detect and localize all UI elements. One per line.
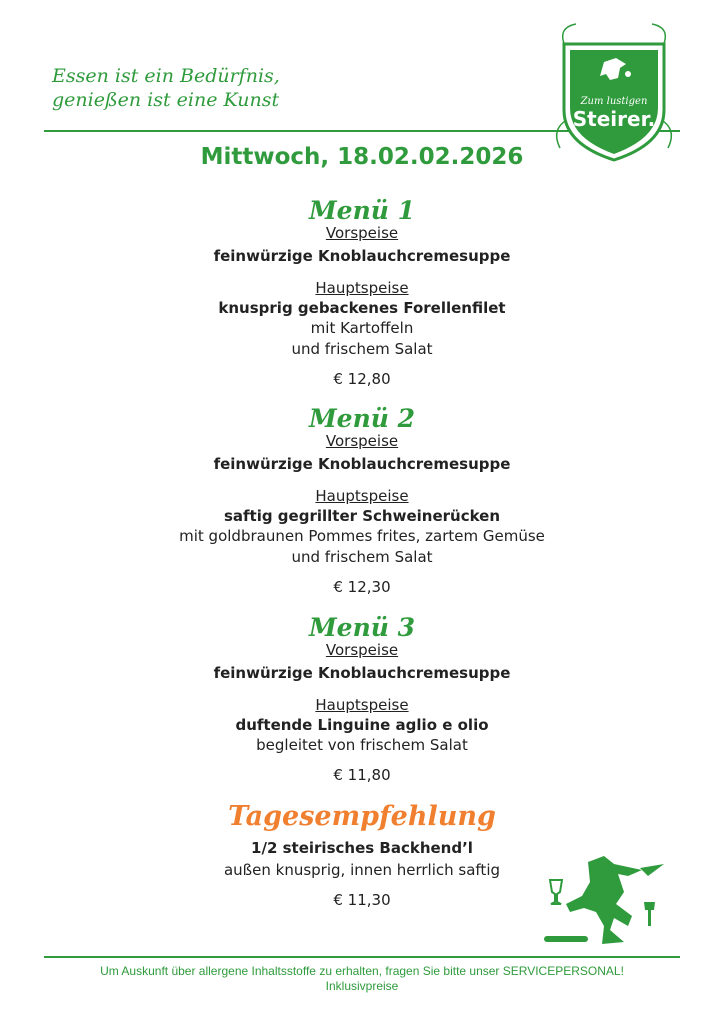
menu-2-main-label: Hauptspeise xyxy=(315,487,409,505)
allergen-notice: Um Auskunft über allergene Inhaltsstoffe zu erhalten, fragen Sie bitte unser SERVICEPERSONAL! xyxy=(100,964,624,978)
menu-1-main-label: Hauptspeise xyxy=(315,279,409,297)
slogan xyxy=(52,64,280,112)
menu-1-starter: feinwürzige Knoblauchcremesuppe xyxy=(213,247,511,265)
menu-1-starter-label: Vorspeise xyxy=(325,224,399,242)
menu-1-main: knusprig gebackenes Forellenfilet xyxy=(218,299,506,317)
menu-1-price: € 12,80 xyxy=(333,370,391,388)
menu-2-side-1: mit goldbraunen Pommes frites, zartem Gemüse xyxy=(179,527,545,545)
menu-2-starter: feinwürzige Knoblauchcremesuppe xyxy=(213,455,511,473)
date-title: Mittwoch, 18.02.02.2026 xyxy=(200,144,524,170)
menu-1-side-2: und frischem Salat xyxy=(291,340,433,358)
slogan-line-2: genießen ist eine Kunst xyxy=(52,89,280,111)
menu-2-side-2: und frischem Salat xyxy=(291,548,433,566)
menu-3-starter-label: Vorspeise xyxy=(325,641,399,659)
menu-3-main: duftende Linguine aglio e olio xyxy=(235,716,489,734)
menu-2-title: Menü 2 xyxy=(308,404,416,433)
daily-desc: außen knusprig, innen herrlich saftig xyxy=(223,861,501,879)
restaurant-logo xyxy=(546,18,682,164)
menu-1 xyxy=(0,198,724,389)
menu-3-starter: feinwürzige Knoblauchcremesuppe xyxy=(213,664,511,682)
logo-line-2: Steirer. xyxy=(572,107,656,131)
menu-2-price: € 12,30 xyxy=(333,578,391,596)
menu-3-main-label: Hauptspeise xyxy=(315,696,409,714)
menu-1-side-1: mit Kartoffeln xyxy=(310,319,414,337)
menu-3-title: Menü 3 xyxy=(308,613,416,642)
daily-dish: 1/2 steirisches Backhend’l xyxy=(251,839,473,857)
price-note: Inklusivpreise xyxy=(325,979,399,993)
slogan-line-1: Essen ist ein Bedürfnis, xyxy=(52,65,280,87)
mascot-figure-icon xyxy=(544,852,674,952)
logo-line-1: Zum lustigen xyxy=(580,96,648,107)
menu-3-side-1: begleitet von frischem Salat xyxy=(256,736,468,754)
menu-3-price: € 11,80 xyxy=(333,766,391,784)
menu-2-starter-label: Vorspeise xyxy=(325,432,399,450)
footer-divider xyxy=(44,956,680,958)
menu-1-title: Menü 1 xyxy=(308,196,416,225)
menu-2-main: saftig gegrillter Schweinerücken xyxy=(223,507,501,525)
menu-2 xyxy=(0,406,724,597)
menu-3 xyxy=(0,615,724,785)
footer xyxy=(0,964,724,994)
daily-title: Tagesempfehlung xyxy=(228,801,496,832)
daily-price: € 11,30 xyxy=(333,891,391,909)
